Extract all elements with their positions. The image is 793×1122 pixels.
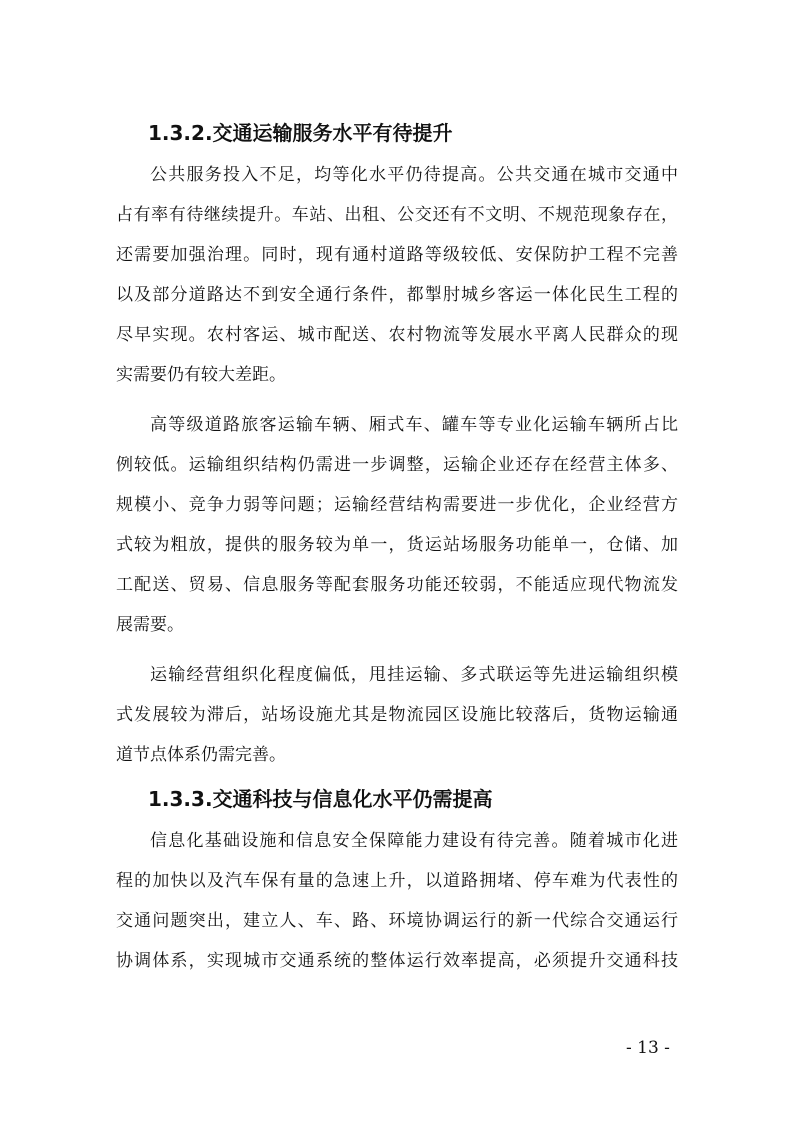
paragraph-line: 信息化基础设施和信息安全保障能力建设有待完善。随着城市化进 (150, 831, 678, 851)
paragraph-line: 尽早实现。农村客运、城市配送、农村物流等发展水平离人民群众的现 (116, 325, 678, 345)
paragraph-line: 运输经营组织化程度偏低，甩挂运输、多式联运等先进运输组织模 (150, 665, 678, 685)
paragraph-line: 式发展较为滞后，站场设施尤其是物流园区设施比较落后，货物运输通 (116, 705, 678, 725)
page-number: - 13 - (626, 1038, 670, 1058)
paragraph-line: 程的加快以及汽车保有量的急速上升，以道路拥堵、停车难为代表性的 (116, 871, 678, 891)
paragraph-line: 展需要。 (116, 615, 184, 635)
paragraph-line: 协调体系，实现城市交通系统的整体运行效率提高，必须提升交通科技 (116, 951, 678, 971)
paragraph-line: 占有率有待继续提升。车站、出租、公交还有不文明、不规范现象存在， (116, 205, 678, 225)
paragraph-line: 道节点体系仍需完善。 (116, 745, 286, 765)
paragraph-line: 以及部分道路达不到安全通行条件，都掣肘城乡客运一体化民生工程的 (116, 285, 678, 305)
paragraph-line: 例较低。运输组织结构仍需进一步调整，运输企业还存在经营主体多、 (116, 455, 678, 475)
paragraph-line: 交通问题突出，建立人、车、路、环境协调运行的新一代综合交通运行 (116, 911, 678, 931)
paragraph-line: 公共服务投入不足，均等化水平仍待提高。公共交通在城市交通中 (150, 165, 678, 185)
section-heading-1-3-2: 1.3.2.交通运输服务水平有待提升 (148, 121, 453, 145)
paragraph-line: 高等级道路旅客运输车辆、厢式车、罐车等专业化运输车辆所占比 (150, 415, 678, 435)
paragraph-line: 工配送、贸易、信息服务等配套服务功能还较弱，不能适应现代物流发 (116, 575, 678, 595)
section-heading-1-3-3: 1.3.3.交通科技与信息化水平仍需提高 (148, 787, 493, 811)
paragraph-line: 实需要仍有较大差距。 (116, 365, 286, 385)
paragraph-line: 规模小、竞争力弱等问题；运输经营结构需要进一步优化，企业经营方 (116, 495, 678, 515)
paragraph-line: 式较为粗放，提供的服务较为单一，货运站场服务功能单一，仓储、加 (116, 535, 678, 555)
paragraph-line: 还需要加强治理。同时，现有通村道路等级较低、安保防护工程不完善 (116, 245, 678, 265)
